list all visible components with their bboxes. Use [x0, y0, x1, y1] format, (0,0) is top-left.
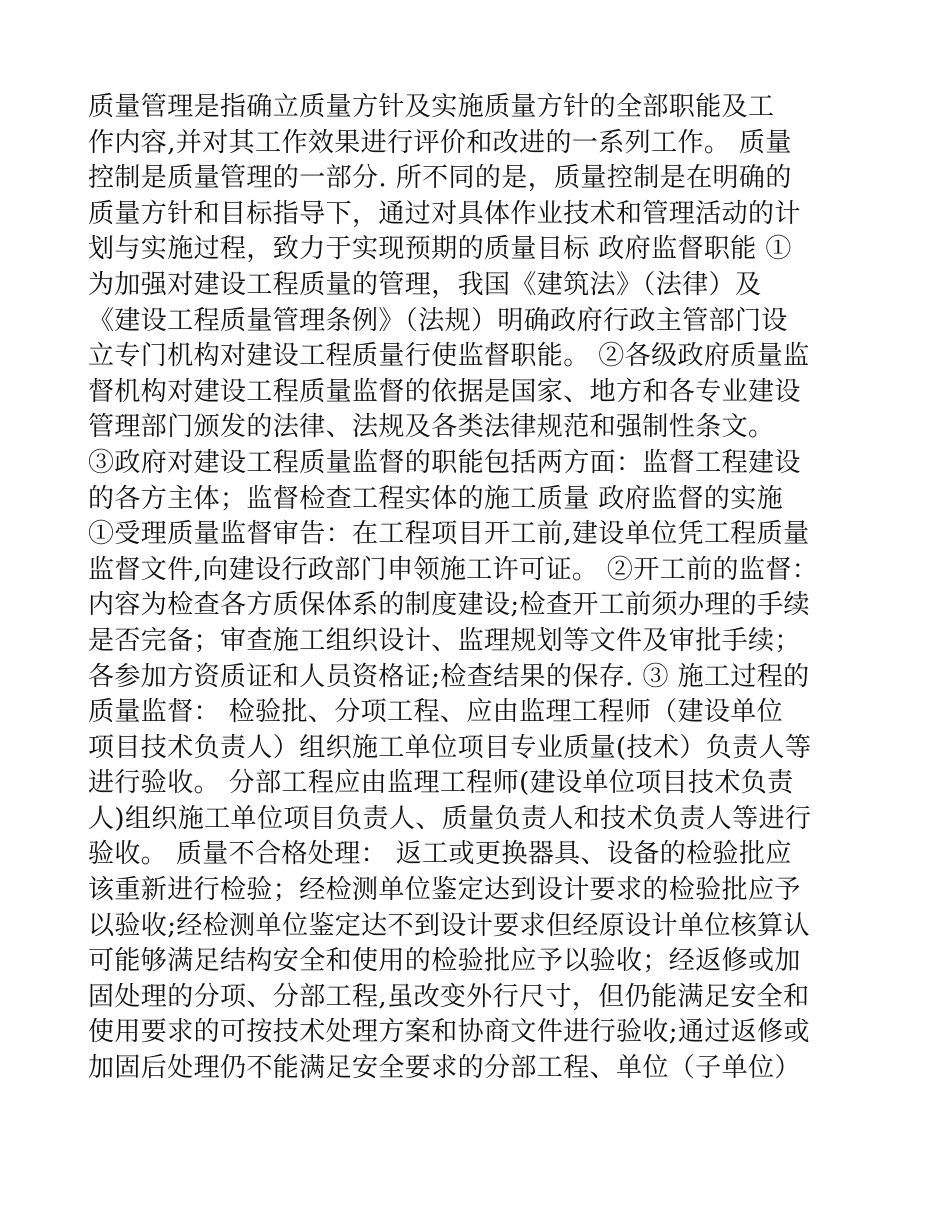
- text-line-26: 固处理的分项、分部工程,虽改变外行尺寸，但仍能满足安全和: [88, 981, 810, 1012]
- text-line-17: 各参加方资质证和人员资格证;检查结果的保存. ③ 施工过程的: [88, 661, 810, 692]
- text-line-18: 质量监督： 检验批、分项工程、应由监理工程师（建设单位: [88, 697, 784, 728]
- text-line-14: 监督文件,向建设行政部门申领施工许可证。 ②开工前的监督：: [88, 554, 819, 585]
- text-line-4: 质量方针和目标指导下，通过对具体作业技术和管理活动的计: [88, 198, 801, 229]
- text-line-21: 人)组织施工单位项目负责人、质量负责人和技术负责人等进行: [88, 803, 812, 834]
- text-line-6: 为加强对建设工程质量的管理，我国《建筑法》（法律）及: [88, 269, 762, 300]
- body-text: [88, 90, 868, 1087]
- text-line-25: 可能够满足结构安全和使用的检验批应予以验收；经返修或加: [88, 946, 801, 977]
- text-line-20: 进行验收。 分部工程应由监理工程师(建设单位项目技术负责: [88, 768, 794, 799]
- text-line-23: 该重新进行检验；经检测单位鉴定达到设计要求的检验批应予: [88, 875, 801, 906]
- text-line-1: 质量管理是指确立质量方针及实施质量方针的全部职能及工: [88, 92, 775, 122]
- text-line-10: 管理部门颁发的法律、法规及各类法律规范和强制性条文。: [88, 412, 775, 443]
- text-line-24: 以验收;经检测单位鉴定达不到设计要求但经原设计单位核算认: [88, 910, 810, 941]
- text-line-27: 使用要求的可按技术处理方案和协商文件进行验收;通过返修或: [88, 1017, 810, 1048]
- text-line-19: 项目技术负责人）组织施工单位项目专业质量(技术）负责人等: [88, 732, 812, 763]
- text-line-3: 控制是质量管理的一部分. 所不同的是，质量控制是在明确的: [88, 163, 792, 194]
- text-line-16: 是否完备；审查施工组织设计、监理规划等文件及审批手续；: [88, 625, 801, 656]
- text-line-12: 的各方主体；监督检查工程实体的施工质量 政府监督的实施: [88, 483, 784, 514]
- text-line-5: 划与实施过程，致力于实现预期的质量目标 政府监督职能 ①: [88, 234, 792, 265]
- text-line-13: ①受理质量监督审告：在工程项目开工前,建设单位凭工程质量: [88, 519, 810, 550]
- text-line-9: 督机构对建设工程质量监督的依据是国家、地方和各专业建设: [88, 376, 801, 407]
- text-line-15: 内容为检查各方质保体系的制度建设;检查开工前须办理的手续: [88, 590, 810, 621]
- text-line-8: 立专门机构对建设工程质量行使监督职能。 ②各级政府质量监: [88, 341, 810, 372]
- text-line-2: 作内容,并对其工作效果进行评价和改进的一系列工作。 质量: [88, 127, 792, 158]
- text-line-28: 加固后处理仍不能满足安全要求的分部工程、单位（子单位）: [88, 1053, 801, 1084]
- text-line-11: ③政府对建设工程质量监督的职能包括两方面：监督工程建设: [88, 447, 801, 478]
- text-line-7: 《建设工程质量管理条例》（法规）明确政府行政主管部门设: [88, 305, 788, 336]
- text-line-22: 验收。 质量不合格处理： 返工或更换器具、设备的检验批应: [88, 839, 792, 870]
